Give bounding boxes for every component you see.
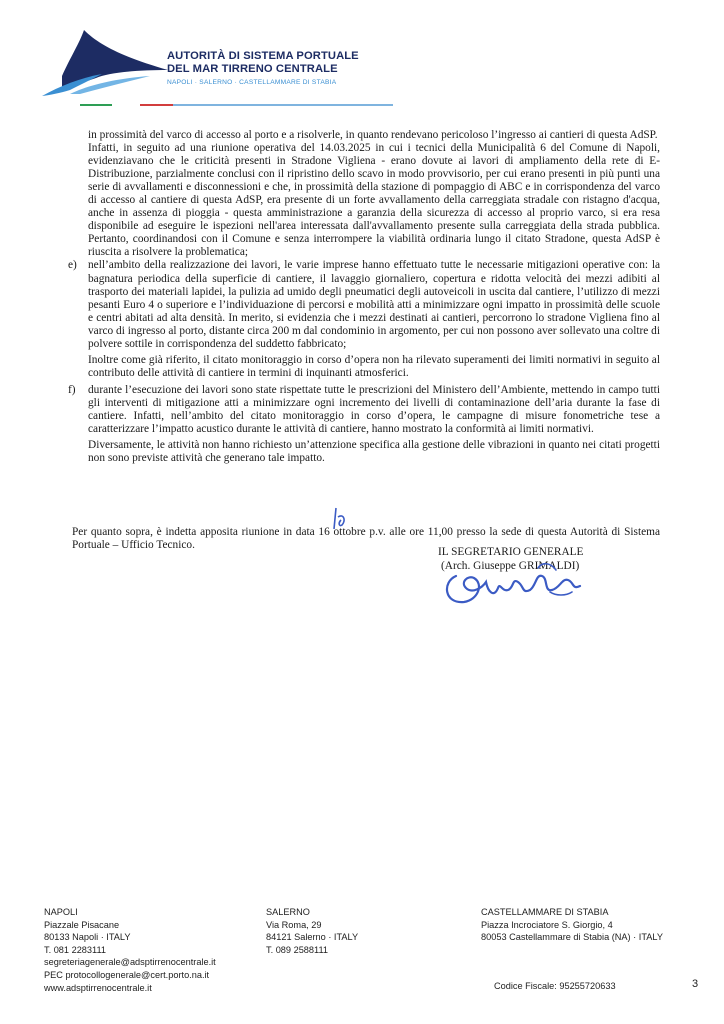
footer-castellammare xyxy=(481,906,663,944)
flag-green-stripe xyxy=(80,104,112,106)
list-marker-e: e) xyxy=(68,259,77,272)
footer-castellammare-street: Piazza Incrociatore S. Giorgio, 4 xyxy=(481,919,613,930)
footer-napoli-street: Piazzale Pisacane xyxy=(44,919,120,930)
paragraph-continuation: in prossimità del varco di accesso al porto e a risolverle, in quanto rendevano pericoloso l’ingresso ai cantieri di questa AdSP. xyxy=(88,129,658,141)
blue-rule xyxy=(173,104,393,106)
org-cities: NAPOLI · SALERNO · CASTELLAMMARE DI STABIA xyxy=(167,79,337,86)
organization-name xyxy=(167,50,359,86)
signatory-role: IL SEGRETARIO GENERALE xyxy=(438,546,584,558)
page-number: 3 xyxy=(692,978,699,990)
list-marker-f: f) xyxy=(68,383,76,396)
fiscal-code: Codice Fiscale: 95255720633 xyxy=(494,981,616,991)
org-name-line1: AUTORITÀ DI SISTEMA PORTUALE xyxy=(167,50,359,62)
footer-napoli-pec[interactable]: PEC protocollogenerale@cert.porto.na.it xyxy=(44,969,210,980)
footer-castellammare-postal: 80053 Castellammare di Stabia (NA) · ITALY xyxy=(481,932,663,943)
list-item-e-note: Inoltre come già riferito, il citato monitoraggio in corso d’opera non ha rilevato superamenti dei limiti normativi in seguito al contributo delle attività di cantiere in termini di inquinanti atmosferici. xyxy=(88,353,660,379)
list-item-e xyxy=(68,259,660,379)
flag-white-stripe xyxy=(112,104,140,106)
footer-napoli xyxy=(44,906,216,994)
letter-body xyxy=(68,129,660,465)
handwritten-date-mark-icon xyxy=(330,505,350,533)
footer-napoli-city: NAPOLI xyxy=(44,907,78,917)
footer-napoli-phone: T. 081 2283111 xyxy=(44,944,106,955)
paragraph-infatti: Infatti, in seguito ad una riunione operativa del 14.03.2025 in cui i tecnici della Municipalità 6 del Comune di Napoli, evidenziavano che le criticità presenti in Stradone Vigliena - erano dovute ai lavori di ampliamento della rete di E-Distribuzione, parzialmente conclusi con il ripristino dello scavo in modo provvisorio, per cui erano presenti in più punti una serie di avvallamenti e disconnessioni e che, in prossimità della stazione di pompaggio di ABC e in corrispondenza del varco di accesso al cantiere di questa AdSP, era presente di un forte avvallamento della carreggiata stradale con ristagno d'acqua, anche in assenza di pioggia - questa amministrazione a garanzia della sicurezza di accesso al proprio varco, si era resa disponibile ad eseguire le ispezioni nell'area interessata dall'avvallamento presente sulla carreggiata della strada pubblica. Pertanto, coordinandosi con il Comune e senza interrompere la viabilità ordinaria lungo il citato Stradone, questa AdSP è riuscita a risolvere la problematica; xyxy=(88,142,660,259)
footer-castellammare-city: CASTELLAMMARE DI STABIA xyxy=(481,907,609,917)
footer-salerno-postal: 84121 Salerno · ITALY xyxy=(266,932,359,943)
footer-salerno xyxy=(266,906,358,956)
header-divider xyxy=(60,104,412,106)
list-item-f-note: Diversamente, le attività non hanno richiesto un’attenzione specifica alla gestione delle vibrazioni in quanto nei citati progetti non sono previste attività che generano tale impatto. xyxy=(88,439,660,465)
footer-salerno-city: SALERNO xyxy=(266,907,310,917)
letterhead xyxy=(40,28,380,110)
footer-napoli-email[interactable]: segreteriagenerale@adsptirrenocentrale.it xyxy=(44,957,216,968)
handwritten-signature-icon xyxy=(438,548,588,610)
closing-paragraph: Per quanto sopra, è indetta apposita riunione in data 16 ottobre p.v. alle ore 11,00 presso la sede di questa Autorità di Sistema Portuale – Ufficio Tecnico. xyxy=(72,526,660,552)
flag-red-stripe xyxy=(140,104,173,106)
list-item-f xyxy=(68,383,660,465)
footer-website-link[interactable]: www.adsptirrenocentrale.it xyxy=(44,982,152,993)
list-item-f-text: durante l’esecuzione dei lavori sono state rispettate tutte le prescrizioni del Ministero dell’Ambiente, mettendo in campo tutti gli interventi di mitigazione atti a minimizzare ogni incremento dei livelli di contaminazione dell’aria durante la fase di cantiere. Infatti, nell’ambito del citato monitoraggio in corso d’opera, le campagne di misure fonometriche tese a caratterizzare l’impatto acustico durante le attività di cantiere, hanno mostrato la conformità ai limiti normativi. xyxy=(88,383,660,436)
footer-salerno-phone: T. 089 2588111 xyxy=(266,944,328,955)
signatory-name: (Arch. Giuseppe GRIMALDI) xyxy=(441,560,580,572)
footer-napoli-postal: 80133 Napoli · ITALY xyxy=(44,932,131,943)
port-authority-logo-icon xyxy=(40,28,170,98)
org-name-line2: DEL MAR TIRRENO CENTRALE xyxy=(167,63,338,75)
list-item-e-text: nell’ambito della realizzazione dei lavori, le varie imprese hanno effettuato tutte le necessarie mitigazioni operative con: la bagnatura periodica della superficie di cantiere, il lavaggio giornaliero, copertura e ridotta velocità dei mezzi adibiti al trasporto dei materiali lapidei, la pulizia ad umido degli pneumatici degli autoveicoli in uscita dal cantiere, l’utilizzo di mezzi pesanti Euro 4 o superiore e l’individuazione di percorsi e mobilità atti a minimizzare ogni impatto in prossimità delle scuole e centri abitati ad alta densità. In merito, si evidenzia che i mezzi destinati ai cantieri, percorrono lo stradone Vigliena fino al varco di ingresso al porto, distante circa 200 m dal condominio in argomento, per cui non possono aver sollevato una coltre di polvere sottile in corrispondenza del suddetto fabbricato; xyxy=(88,259,660,350)
footer-salerno-street: Via Roma, 29 xyxy=(266,919,322,930)
